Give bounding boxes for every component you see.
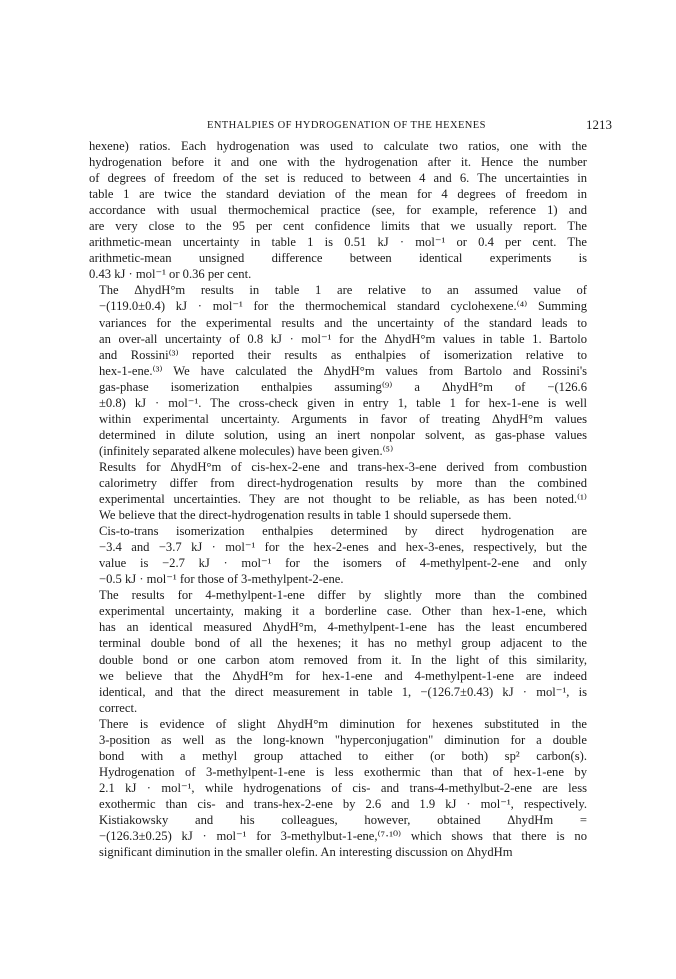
text-line: arithmetic-mean uncertainty in table 1 is 0.51 kJ · mol⁻¹ or 0.4 per cent. The xyxy=(89,235,587,250)
text-line: Hydrogenation of 3-methylpent-1-ene is less exothermic than that of hex-1-ene by xyxy=(99,764,587,779)
text-line: correct. xyxy=(99,700,138,715)
text-line: 0.43 kJ · mol⁻¹ or 0.36 per cent. xyxy=(89,267,252,282)
text-line: ±0.8) kJ · mol⁻¹. The cross-check given in entry 1, table 1 for hex-1-ene is well xyxy=(99,395,587,410)
text-line: are very close to the 95 per cent confidence limits that we usually report. The xyxy=(89,219,587,234)
text-line: −3.4 and −3.7 kJ · mol⁻¹ for the hex-2-enes and hex-3-enes, respectively, but the xyxy=(99,540,587,555)
text-line: exothermic than cis- and trans-hex-2-ene by 2.6 and 1.9 kJ · mol⁻¹, respectively. xyxy=(99,796,587,811)
paragraph xyxy=(89,587,587,715)
text-line: experimental uncertainties. They are not thought to be reliable, as has been noted.⁽¹⁾ xyxy=(99,492,587,507)
body-text xyxy=(89,138,587,860)
text-line: value is −2.7 kJ · mol⁻¹ for the isomers of 4-methylpent-2-ene and only xyxy=(99,556,587,571)
text-line: 3-position as well as the long-known "hyperconjugation" diminution for a double xyxy=(99,732,587,747)
paragraph xyxy=(89,716,587,860)
text-line: We believe that the direct-hydrogenation results in table 1 should supersede them. xyxy=(99,508,512,523)
text-line: arithmetic-mean unsigned difference between identical experiments is xyxy=(89,251,587,266)
text-line: calorimetry differ from direct-hydrogenation results by more than the combined xyxy=(99,475,587,490)
text-line: gas-phase isomerization enthalpies assuming⁽⁹⁾ a ΔhydH°m of −(126.6 xyxy=(99,379,587,394)
text-line: The ΔhydH°m results in table 1 are relative to an assumed value of xyxy=(99,283,587,298)
text-line: accordance with usual thermochemical practice (see, for example, reference 1) and xyxy=(89,203,587,218)
text-line: experimental uncertainty, making it a borderline case. Other than hex-1-ene, which xyxy=(99,604,587,619)
text-line: determined in dilute solution, using an inert nonpolar solvent, as gas-phase values xyxy=(99,427,587,442)
paragraph xyxy=(89,138,587,282)
running-head: ENTHALPIES OF HYDROGENATION OF THE HEXENES xyxy=(207,120,486,131)
text-line: −(119.0±0.4) kJ · mol⁻¹ for the thermochemical standard cyclohexene.⁽⁴⁾ Summing xyxy=(99,299,587,314)
text-line: hexene) ratios. Each hydrogenation was used to calculate two ratios, one with the xyxy=(89,139,587,153)
text-line: Cis-to-trans isomerization enthalpies determined by direct hydrogenation are xyxy=(99,524,587,539)
text-line: an over-all uncertainty of 0.8 kJ · mol⁻¹ for the ΔhydH°m values in table 1. Bartolo xyxy=(99,331,587,346)
text-line: has an identical measured ΔhydH°m, 4-methylpent-1-ene has the least encumbered xyxy=(99,620,587,635)
text-line: double bond or one carbon atom removed from it. In the light of this similarity, xyxy=(99,652,587,667)
text-line: Kistiakowsky and his colleagues, however, obtained ΔhydHm = xyxy=(99,812,587,827)
text-line: The results for 4-methylpent-1-ene differ by slightly more than the combined xyxy=(99,588,587,603)
text-line: Results for ΔhydH°m of cis-hex-2-ene and trans-hex-3-ene derived from combustion xyxy=(99,459,587,474)
page-number: 1213 xyxy=(586,117,612,132)
text-line: terminal double bond of all the hexenes; it has no methyl group adjacent to the xyxy=(99,636,587,651)
text-line: bond with a methyl group attached to either (or both) sp² carbon(s). xyxy=(99,748,587,763)
text-line: identical, and that the direct measurement in table 1, −(126.7±0.43) kJ · mol⁻¹, is xyxy=(99,684,587,699)
paragraph xyxy=(89,282,587,459)
text-line: There is evidence of slight ΔhydH°m diminution for hexenes substituted in the xyxy=(99,716,587,731)
text-line: (infinitely separated alkene molecules) have been given.⁽⁵⁾ xyxy=(99,443,394,458)
text-line: significant diminution in the smaller olefin. An interesting discussion on ΔhydHm xyxy=(99,845,513,860)
paragraph xyxy=(89,459,587,523)
text-line: of degrees of freedom of the set is reduced to between 4 and 6. The uncertainties in xyxy=(89,171,587,186)
text-line: hex-1-ene.⁽³⁾ We have calculated the ΔhydH°m values from Bartolo and Rossini's xyxy=(99,363,587,378)
text-line: −0.5 kJ · mol⁻¹ for those of 3-methylpent-2-ene. xyxy=(99,572,344,587)
text-line: 2.1 kJ · mol⁻¹, while hydrogenations of cis- and trans-4-methylbut-2-ene are less xyxy=(99,780,587,795)
text-line: variances for the experimental results and the uncertainty of the standard leads to xyxy=(99,315,587,330)
text-line: hydrogenation before it and one with the hydrogenation after it. Hence the number xyxy=(89,155,587,170)
text-line: we believe that the ΔhydH°m for hex-1-ene and 4-methylpent-1-ene are indeed xyxy=(99,668,587,683)
paragraph xyxy=(89,523,587,587)
text-line: and Rossini⁽³⁾ reported their results as enthalpies of isomerization relative to xyxy=(99,347,587,362)
text-line: −(126.3±0.25) kJ · mol⁻¹ for 3-methylbut-1-ene,⁽⁷·¹⁰⁾ which shows that there is no xyxy=(99,829,587,844)
text-line: table 1 are twice the standard deviation of the mean for 4 degrees of freedom in xyxy=(89,187,587,202)
text-line: within experimental uncertainty. Arguments in favor of treating ΔhydH°m values xyxy=(99,411,587,426)
